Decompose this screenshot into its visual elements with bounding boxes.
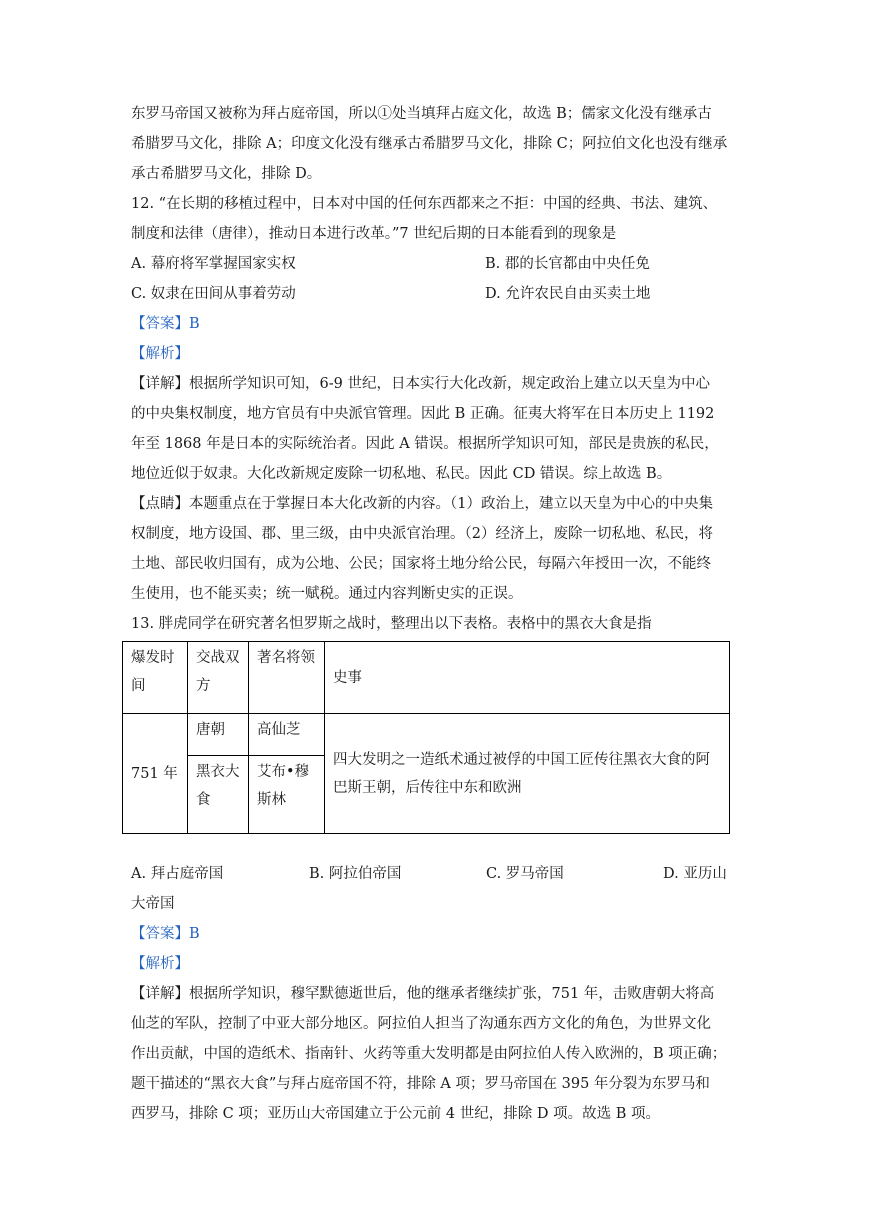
- cell-year: 751 年: [123, 714, 188, 834]
- q13-answer: 【答案】B: [131, 926, 200, 942]
- q12-tip: 【点睛】本题重点在于掌握日本大化改新的内容。（1）政治上，建立以天皇为中心的中央集: [131, 496, 713, 512]
- q12-option-a: A. 幕府将军掌握国家实权: [131, 256, 296, 272]
- q13-detail: 题干描述的“黑衣大食”与拜占庭帝国不符，排除 A 项；罗马帝国在 395 年分裂为东罗马和: [131, 1076, 710, 1092]
- q12-option-c: C. 奴隶在田间从事着劳动: [131, 286, 296, 302]
- text-line: 希腊罗马文化，排除 A；印度文化没有继承古希腊罗马文化，排除 C；阿拉伯文化也没有继承: [131, 136, 728, 152]
- q12-detail: 【详解】根据所学知识可知，6-9 世纪，日本实行大化改新，规定政治上建立以天皇为中心: [131, 376, 710, 392]
- q12-tip: 生使用，也不能买卖；统一赋税。通过内容判断史实的正误。: [131, 586, 523, 602]
- cell-general-gao: 高仙芝: [249, 714, 325, 756]
- q13-option-c: C. 罗马帝国: [486, 866, 564, 882]
- q13-option-d-wrap: 大帝国: [131, 896, 175, 912]
- q13-detail: 【详解】根据所学知识，穆罕默德逝世后，他的继承者继续扩张，751 年，击败唐朝大将高: [131, 986, 715, 1002]
- question-12-stem: 12. “在长期的移植过程中，日本对中国的任何东西都来之不拒：中国的经典、书法、建筑、: [131, 196, 718, 212]
- question-12-stem: 制度和法律（唐律），推动日本进行改革。”7 世纪后期的日本能看到的现象是: [131, 226, 617, 242]
- q12-detail: 的中央集权制度，地方官员有中央派官管理。因此 B 正确。征夷大将军在日本历史上 1192: [131, 406, 715, 422]
- cell-side-abbasid: 黑衣大食: [188, 756, 249, 834]
- q12-analysis-label: 【解析】: [131, 346, 189, 362]
- text-line: 东罗马帝国又被称为拜占庭帝国，所以①处当填拜占庭文化，故选 B；儒家文化没有继承古: [131, 106, 712, 122]
- q12-detail: 地位近似于奴隶。大化改新规定废除一切私地、私民。因此 CD 错误。综上故选 B。: [131, 466, 672, 482]
- header-time: 爆发时间: [123, 642, 188, 714]
- q13-detail: 仙芝的军队，控制了中亚大部分地区。阿拉伯人担当了沟通东西方文化的角色，为世界文化: [131, 1016, 711, 1032]
- q12-answer: 【答案】B: [131, 316, 200, 332]
- q12-option-d: D. 允许农民自由买卖土地: [485, 286, 651, 302]
- q12-tip: 权制度，地方设国、郡、里三级，由中央派官治理。（2）经济上，废除一切私地、私民，将: [131, 526, 713, 542]
- q12-detail: 年至 1868 年是日本的实际统治者。因此 A 错误。根据所学知识可知，部民是贵族的私民，: [131, 436, 719, 452]
- header-generals: 著名将领: [249, 642, 325, 714]
- q12-tip: 土地、部民收归国有，成为公地、公民；国家将土地分给公民，每隔六年授田一次，不能终: [131, 556, 711, 572]
- q13-option-d: D. 亚历山: [663, 866, 727, 882]
- battle-table: [122, 641, 730, 834]
- q13-analysis-label: 【解析】: [131, 956, 189, 972]
- text-line: 承古希腊罗马文化，排除 D。: [131, 166, 322, 182]
- cell-side-tang: 唐朝: [188, 714, 249, 756]
- q13-option-a: A. 拜占庭帝国: [131, 866, 224, 882]
- header-sides: 交战双方: [188, 642, 249, 714]
- cell-event: 四大发明之一造纸术通过被俘的中国工匠传往黑衣大食的阿巴斯王朝，后传往中东和欧洲: [325, 714, 730, 834]
- header-events: 史事: [325, 642, 730, 714]
- question-13-stem: 13. 胖虎同学在研究著名怛罗斯之战时，整理出以下表格。表格中的黑衣大食是指: [131, 616, 652, 632]
- q13-detail: 作出贡献，中国的造纸术、指南针、火药等重大发明都是由阿拉伯人传入欧洲的，B 项正确；: [131, 1046, 727, 1062]
- q13-detail: 西罗马，排除 C 项；亚历山大帝国建立于公元前 4 世纪，排除 D 项。故选 B 项。: [131, 1106, 660, 1122]
- q13-option-b: B. 阿拉伯帝国: [309, 866, 402, 882]
- cell-general-abu: 艾布•穆斯林: [249, 756, 325, 834]
- q12-option-b: B. 郡的长官都由中央任免: [485, 256, 650, 272]
